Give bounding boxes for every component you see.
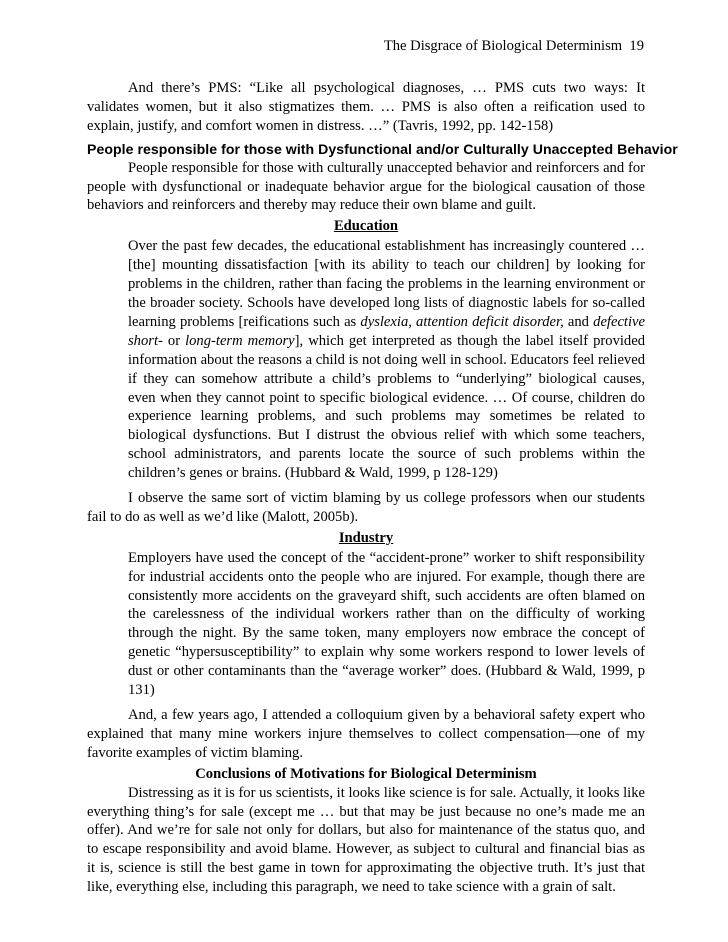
education-quote-italic-2: defective short-: [128, 313, 645, 349]
dysfunctional-paragraph: People responsible for those with culturally unaccepted behavior and reinforcers and for people with dysfunctional or inadequate behavior argue for the biological causation of those behaviors and reinforcers and thereby may reduce their own blame and guilt.: [87, 159, 645, 214]
education-quote-italic-1: dyslexia, attention deficit disorder,: [360, 313, 564, 330]
industry-block-quote: Employers have used the concept of the “accident-prone” worker to shift responsibility for industrial accidents onto the people who are injured. For example, though there are consistently more accidents on the graveyard shift, such accidents are often blamed on the carelessness of the individual workers rather than on the difficulty of working through the night. By the same token, many employers now embrace the concept of genetic “hypersusceptibility” to explain why some workers respond to lower levels of dust or other contaminants than the “average worker” does. (Hubbard & Wald, 1999, p 131): [128, 549, 645, 699]
page-number: 19: [629, 38, 644, 54]
industry-heading: Industry: [338, 529, 394, 546]
education-quote-and: and: [563, 313, 594, 330]
body-text: [87, 79, 678, 897]
running-title: The Disgrace of Biological Determinism: [383, 38, 623, 54]
education-block-quote: [128, 237, 645, 483]
education-quote-italic-3: long-term memory: [185, 332, 295, 349]
industry-followup-paragraph: And, a few years ago, I attended a colloquium given by a behavioral safety expert who explained that many mine workers injure themselves to collect compensation—one of my favorite examples of victim blaming.: [87, 707, 645, 761]
education-followup-paragraph: I observe the same sort of victim blaming by us college professors when our students fail to do as well as we’d like (Malott, 2005b).: [87, 490, 645, 525]
dysfunctional-section-heading: People responsible for those with Dysfunctional and/or Culturally Unaccepted Behavior: [87, 140, 678, 157]
pms-paragraph: And there’s PMS: “Like all psychological diagnoses, … PMS cuts two ways: It validates women, but it also stigmatizes them. … PMS is also often a reification used to explain, justify, and comfort women in distress. …” (Tavris, 1992, pp. 142-158): [87, 80, 645, 134]
education-quote-text-1: Over the past few decades, the educational establishment has increasingly countered … [the] mounting dissatisfaction [with its ability to teach our children] by looking for problems in the children, rather than facing the problems in the learning environment or the broader society. Schools have developed long lists of diagnostic labels for so-called learning problems [reifications such as: [128, 238, 645, 330]
conclusions-heading: Conclusions of Motivations for Biological Determinism: [195, 765, 537, 782]
running-header: [384, 37, 644, 56]
education-quote-or: or: [162, 332, 186, 349]
education-heading: Education: [333, 218, 399, 235]
conclusions-paragraph: Distressing as it is for us scientists, it looks like science is for sale. Actually, it looks like everything thing’s for sale (except me … but that may be just because no one’s made me an offer). And we’re for sale not only for dollars, but also for maintenance of the status quo, and to escape responsibility and avoid blame. However, as subject to cultural and financial bias as it is, science is still the best game in town for approximating the objective truth. It’s just that like, everything else, including this paragraph, we need to take science with a grain of salt.: [87, 784, 645, 896]
education-quote-text-2: ], which get interpreted as though the label itself provided information about the reasons a child is not doing well in school. Educators feel relieved if they can somehow attribute a child’s problems to “underlying” biological causes, even when they cannot point to specific biological evidence. … Of course, children do experience learning problems, and such problems may sometimes be related to biological dysfunctions. But I distrust the obvious relief with which some teachers, school administrators, and parents locate the source of such problems within the children’s genes or brains. (Hubbard & Wald, 1999, p 128-129): [128, 332, 645, 482]
